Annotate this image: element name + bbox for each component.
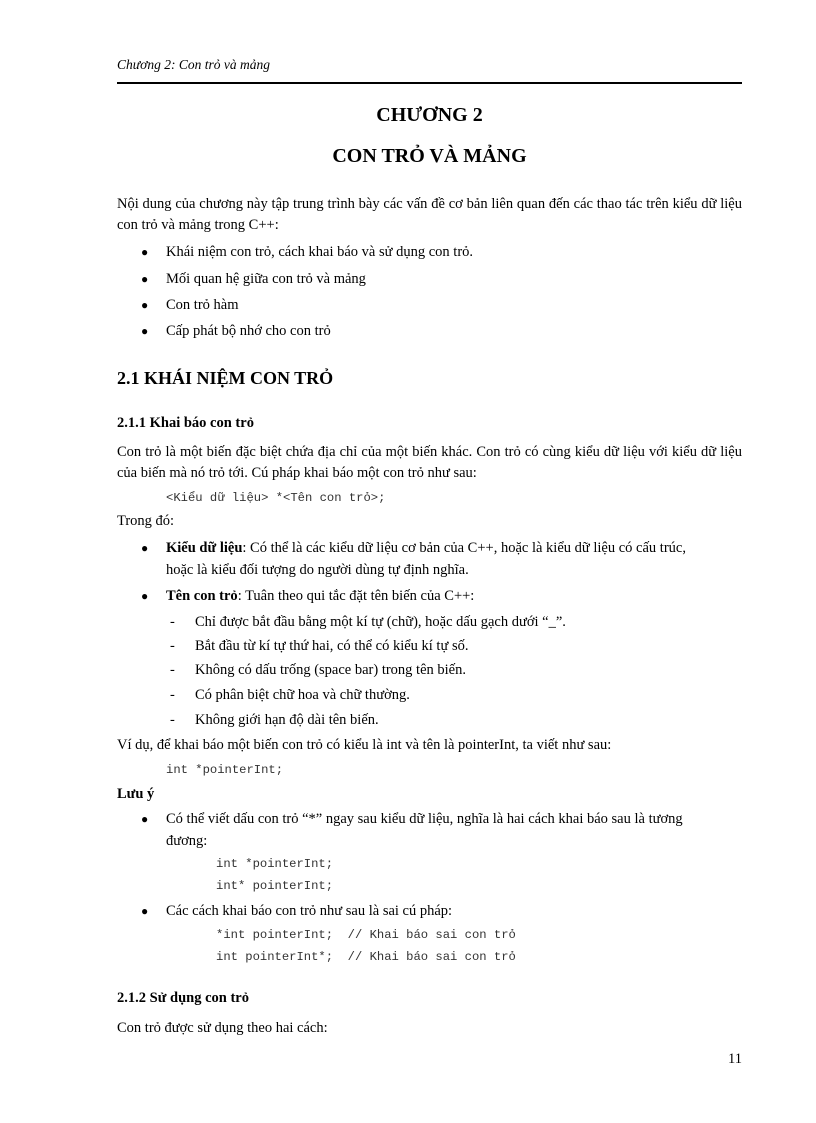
bullet-icon: ● <box>141 272 149 286</box>
subsection-heading: 2.1.2 Sử dụng con trỏ <box>117 990 249 1006</box>
header-rule <box>117 82 742 84</box>
usage-paragraph: Con trỏ được sử dụng theo hai cách: <box>117 1020 328 1036</box>
chapter-number: CHƯƠNG 2 <box>376 104 483 126</box>
example-code: int *pointerInt; <box>166 763 284 777</box>
term-pointer-name <box>166 586 474 606</box>
where-label: Trong đó: <box>117 513 175 529</box>
bullet-icon: ● <box>141 812 149 826</box>
section-heading: 2.1 KHÁI NIỆM CON TRỎ <box>117 368 334 388</box>
bullet-icon: ● <box>141 904 149 918</box>
note-1-code-2: int* pointerInt; <box>216 879 334 893</box>
intro-bullet-4: Cấp phát bộ nhớ cho con trỏ <box>166 323 331 339</box>
example-text: Ví dụ, để khai báo một biến con trỏ có kiểu là int và tên là pointerInt, ta viết như sau: <box>117 737 612 753</box>
bullet-icon: ● <box>141 245 149 259</box>
note-2-code-2: int pointerInt*; // Khai báo sai con trỏ <box>216 950 516 964</box>
naming-rule-1: Chỉ được bắt đầu bằng một kí tự (chữ), hoặc dấu gạch dưới “_”. <box>195 614 566 630</box>
term-description: : Có thể là các kiểu dữ liệu cơ bản của C++, hoặc là kiểu dữ liệu có cấu trúc, <box>242 540 686 556</box>
note-1-text-continued: đương: <box>166 833 208 849</box>
term-label: Kiểu dữ liệu <box>166 540 243 556</box>
intro-bullet-2: Mối quan hệ giữa con trỏ và mảng <box>166 271 366 287</box>
page-number: 11 <box>728 1051 742 1067</box>
intro-bullet-3: Con trỏ hàm <box>166 297 239 313</box>
note-1-text: Có thể viết dấu con trỏ “*” ngay sau kiểu dữ liệu, nghĩa là hai cách khai báo sau là tương <box>166 811 683 827</box>
intro-paragraph: Nội dung của chương này tập trung trình bày các vấn đề cơ bản liên quan đến các thao tác trên kiểu dữ liệu con trỏ và mảng trong C++: <box>117 196 742 233</box>
note-2-code-1: *int pointerInt; // Khai báo sai con trỏ <box>216 928 516 942</box>
dash-marker: - <box>170 614 175 630</box>
bullet-icon: ● <box>141 541 149 555</box>
naming-rule-2: Bắt đầu từ kí tự thứ hai, có thể có kiểu kí tự số. <box>195 638 469 654</box>
definition-paragraph: Con trỏ là một biến đặc biệt chứa địa chỉ của một biến khác. Con trỏ có cùng kiểu dữ liệu với kiểu dữ liệu của biến mà nó trỏ tới. Cú pháp khai báo một con trỏ như sau: <box>117 444 742 481</box>
syntax-code: <Kiểu dữ liệu> *<Tên con trỏ>; <box>166 491 386 505</box>
dash-marker: - <box>170 638 175 654</box>
note-1-code-1: int *pointerInt; <box>216 857 334 871</box>
bullet-icon: ● <box>141 324 149 338</box>
naming-rule-5: Không giới hạn độ dài tên biến. <box>195 712 379 728</box>
naming-rule-4: Có phân biệt chữ hoa và chữ thường. <box>195 687 410 703</box>
dash-marker: - <box>170 712 175 728</box>
term-data-type <box>166 538 686 558</box>
term-description: : Tuân theo qui tắc đặt tên biến của C++: <box>237 588 475 604</box>
chapter-title: CON TRỎ VÀ MẢNG <box>332 145 527 167</box>
intro-bullet-1: Khái niệm con trỏ, cách khai báo và sử dụng con trỏ. <box>166 244 474 260</box>
bullet-icon: ● <box>141 589 149 603</box>
note-2-text: Các cách khai báo con trỏ như sau là sai cú pháp: <box>166 903 453 919</box>
subsection-heading: 2.1.1 Khai báo con trỏ <box>117 415 254 431</box>
naming-rule-3: Không có dấu trống (space bar) trong tên biến. <box>195 662 466 678</box>
running-header: Chương 2: Con trỏ và mảng <box>117 57 270 72</box>
term-label: Tên con trỏ <box>166 588 238 604</box>
bullet-icon: ● <box>141 298 149 312</box>
note-label: Lưu ý <box>117 786 155 802</box>
term-description-continued: hoặc là kiểu đối tượng do người dùng tự định nghĩa. <box>166 562 469 578</box>
dash-marker: - <box>170 687 175 703</box>
dash-marker: - <box>170 662 175 678</box>
